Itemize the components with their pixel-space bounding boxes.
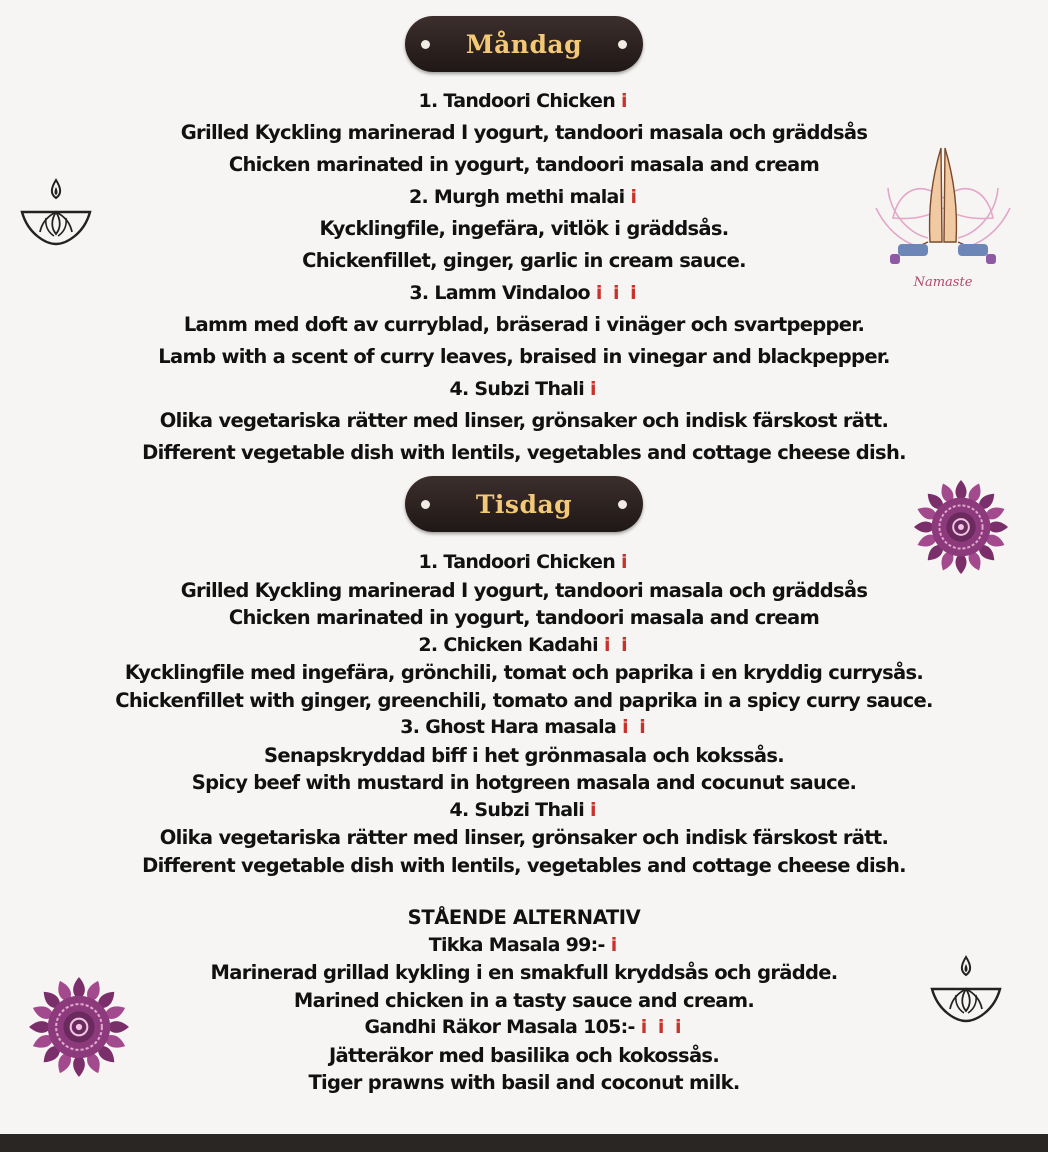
diya-lamp-icon — [18, 176, 94, 248]
namaste-text: Namaste — [913, 275, 973, 290]
standing-heading: STÅENDE ALTERNATIV — [407, 906, 641, 929]
dish-description-sv: Jätteräkor med basilika och kokossås. — [328, 1043, 720, 1067]
diya-lamp-icon — [928, 953, 1004, 1025]
dish-title: 3. Lamm Vindaloo i i i — [409, 282, 639, 304]
day-menu-tisdag — [0, 549, 1048, 879]
dish-title: 1. Tandoori Chicken i — [418, 90, 630, 112]
day-badge-mandag — [405, 16, 643, 72]
dish-title: Tikka Masala 99:- i — [428, 933, 620, 956]
dish-description-en: Different vegetable dish with lentils, vegetables and cottage cheese dish. — [142, 853, 906, 877]
dish-description-sv: Kycklingfile, ingefära, vitlök i gräddsås. — [319, 217, 729, 240]
badge-dot — [618, 500, 627, 509]
dish-description-en: Spicy beef with mustard in hotgreen masala and cocunut sauce. — [191, 771, 857, 794]
day-badge-tisdag — [405, 476, 643, 532]
dish-description-en: Tiger prawns with basil and coconut milk. — [308, 1071, 740, 1094]
namaste-hands-icon — [868, 138, 1018, 296]
dish-description-en: Chicken marinated in yogurt, tandoori masala and cream — [228, 153, 820, 176]
spice-level: i i i — [595, 282, 639, 304]
spice-level: i i — [603, 633, 630, 656]
dish-description-en: Marined chicken in a tasty sauce and cream. — [293, 988, 755, 1012]
bottom-edge — [0, 1134, 1048, 1152]
mandala-icon — [27, 975, 131, 1079]
dish-description-en: Chickenfillet, ginger, garlic in cream sauce. — [302, 249, 746, 272]
dish-title: 3. Ghost Hara masala i i — [400, 716, 648, 738]
spice-level: i — [610, 933, 620, 956]
spice-level: i i — [622, 716, 648, 738]
dish-description-sv: Kycklingfile med ingefära, grönchili, tomat och paprika i en kryddig currysås. — [124, 661, 924, 684]
badge-dot — [421, 500, 430, 509]
dish-title: 4. Subzi Thali i — [449, 798, 599, 821]
dish-description-sv: Grilled Kyckling marinerad I yogurt, tandoori masala och gräddsås — [180, 121, 868, 144]
dish-description-sv: Grilled Kyckling marinerad I yogurt, tandoori masala och gräddsås — [180, 578, 868, 602]
dish-description-en: Lamb with a scent of curry leaves, braised in vinegar and blackpepper. — [158, 345, 890, 368]
badge-dot — [618, 40, 627, 49]
dish-title: 1. Tandoori Chicken i — [418, 551, 630, 573]
spice-level: i — [590, 378, 599, 400]
dish-description-sv: Olika vegetariska rätter med linser, grönsaker och indisk färskost rätt. — [159, 409, 889, 432]
spice-level: i — [621, 551, 630, 573]
dish-title: Gandhi Räkor Masala 105:- i i i — [364, 1016, 684, 1038]
mandala-icon — [912, 478, 1010, 576]
day-title: Tisdag — [475, 489, 573, 519]
dish-title: 2. Murgh methi malai i — [408, 186, 639, 208]
dish-description-en: Chickenfillet with ginger, greenchili, tomato and paprika in a spicy curry sauce. — [115, 688, 933, 712]
standing-alternatives — [0, 904, 1048, 1097]
badge-dot — [421, 40, 430, 49]
dish-description-sv: Marinerad grillad kykling i en smakfull kryddsås och grädde. — [210, 961, 838, 984]
dish-description-en: Different vegetable dish with lentils, vegetables and cottage cheese dish. — [142, 441, 906, 464]
spice-level: i — [621, 90, 630, 112]
dish-description-en: Chicken marinated in yogurt, tandoori masala and cream — [228, 606, 820, 629]
dish-title: 2. Chicken Kadahi i i — [418, 633, 630, 656]
dish-description-sv: Lamm med doft av curryblad, bräserad i vinäger och svartpepper. — [183, 313, 865, 336]
spice-level: i i i — [640, 1016, 684, 1038]
spice-level: i — [630, 186, 639, 208]
spice-level: i — [590, 798, 599, 821]
dish-description-sv: Olika vegetariska rätter med linser, grönsaker och indisk färskost rätt. — [159, 826, 889, 849]
dish-description-sv: Senapskryddad biff i het grönmasala och kokssås. — [263, 743, 785, 767]
day-title: Måndag — [465, 29, 583, 59]
dish-title: 4. Subzi Thali i — [449, 378, 599, 400]
